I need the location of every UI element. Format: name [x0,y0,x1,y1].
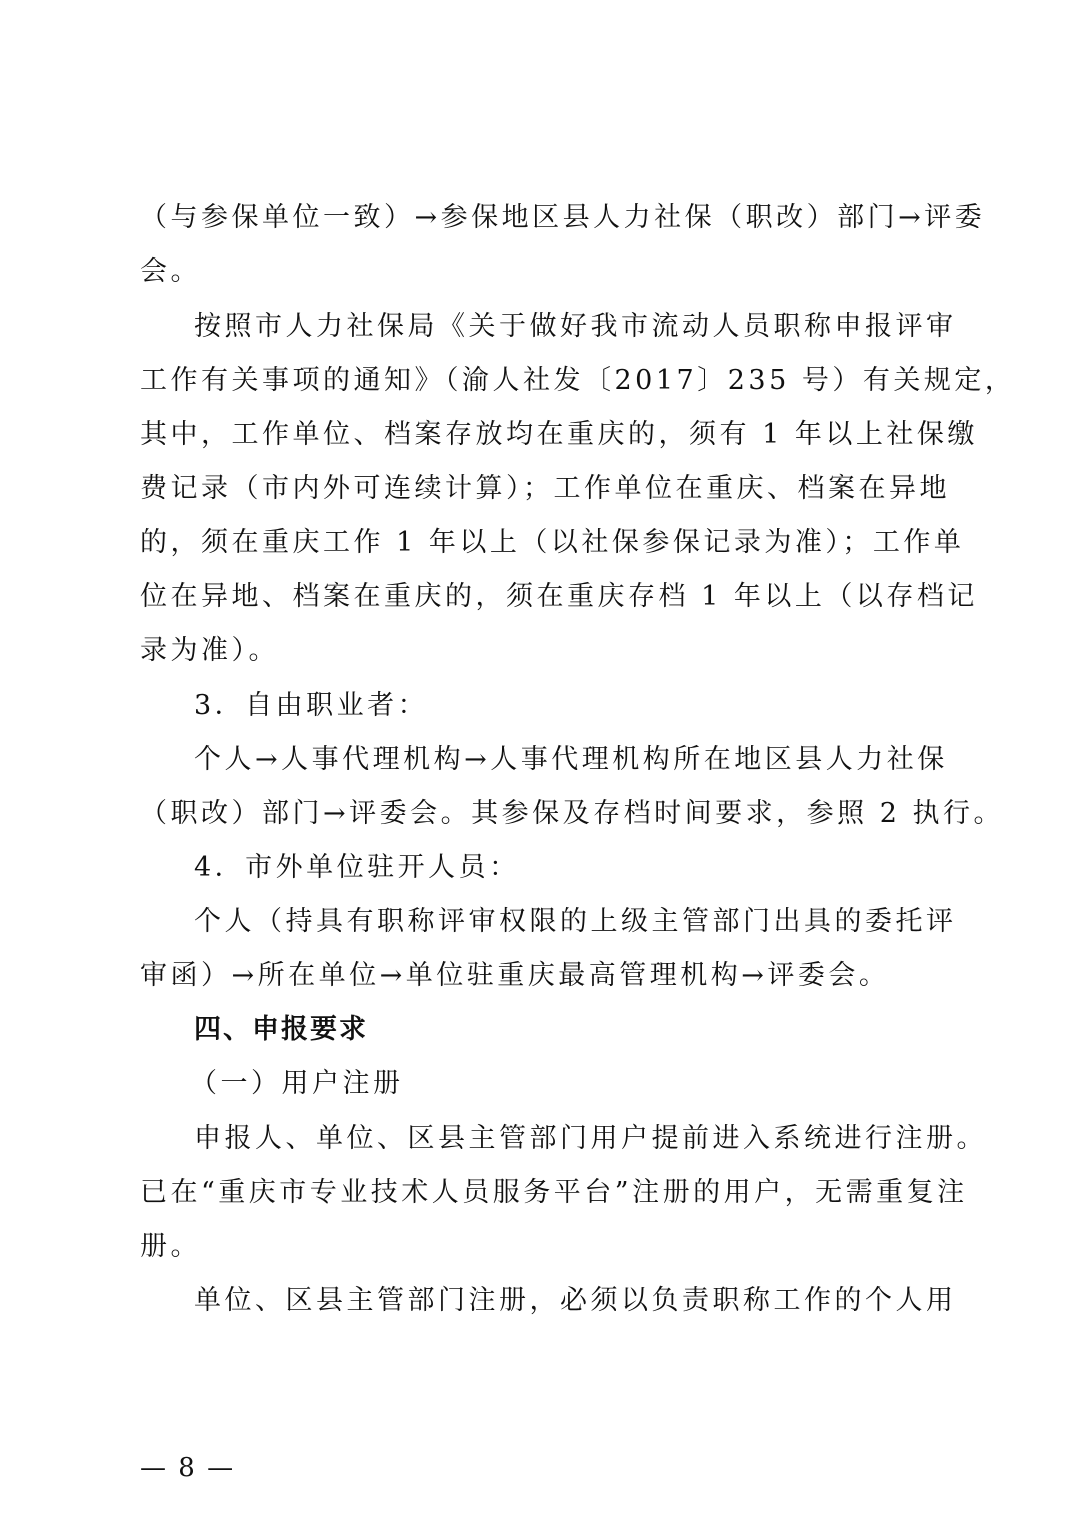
text-line: 工作有关事项的通知》（渝人社发〔2017〕235 号）有关规定， [140,365,1016,396]
paragraph-start: 个人→人事代理机构→人事代理机构所在地区县人力社保 [194,744,948,775]
text-line: 录为准）。 [140,635,279,666]
paragraph-start: 申报人、单位、区县主管部门用户提前进入系统进行注册。 [194,1123,987,1154]
text-line: 位在异地、档案在重庆的，须在重庆存档 1 年以上（以存档记 [140,581,978,612]
text-line: （与参保单位一致）→参保地区县人力社保（职改）部门→评委 [140,202,986,233]
paragraph-start: 按照市人力社保局《关于做好我市流动人员职称申报评审 [194,311,957,342]
subsection-heading: （一）用户注册 [190,1068,404,1099]
paragraph-start: 个人（持具有职称评审权限的上级主管部门出具的委托评 [194,906,957,937]
text-line: 其中，工作单位、档案存放均在重庆的，须有 1 年以上社保缴 [140,419,978,450]
text-line: 册。 [140,1231,201,1262]
page-number: — 8 — [140,1453,236,1483]
text-line: 会。 [140,256,201,287]
text-line: 费记录（市内外可连续计算）；工作单位在重庆、档案在异地 [140,473,950,504]
text-line: 的，须在重庆工作 1 年以上（以社保参保记录为准）；工作单 [140,527,965,558]
text-line: （职改）部门→评委会。其参保及存档时间要求，参照 2 执行。 [140,798,1004,829]
list-item-heading: 3．自由职业者： [194,690,429,721]
list-item-heading: 4．市外单位驻开人员： [194,852,520,883]
paragraph-start: 单位、区县主管部门注册，必须以负责职称工作的个人用 [194,1285,957,1316]
section-heading: 四、申报要求 [194,1014,368,1045]
text-line: 已在“重庆市专业技术人员服务平台”注册的用户，无需重复注 [140,1177,968,1208]
text-line: 审函）→所在单位→单位驻重庆最高管理机构→评委会。 [140,960,890,991]
